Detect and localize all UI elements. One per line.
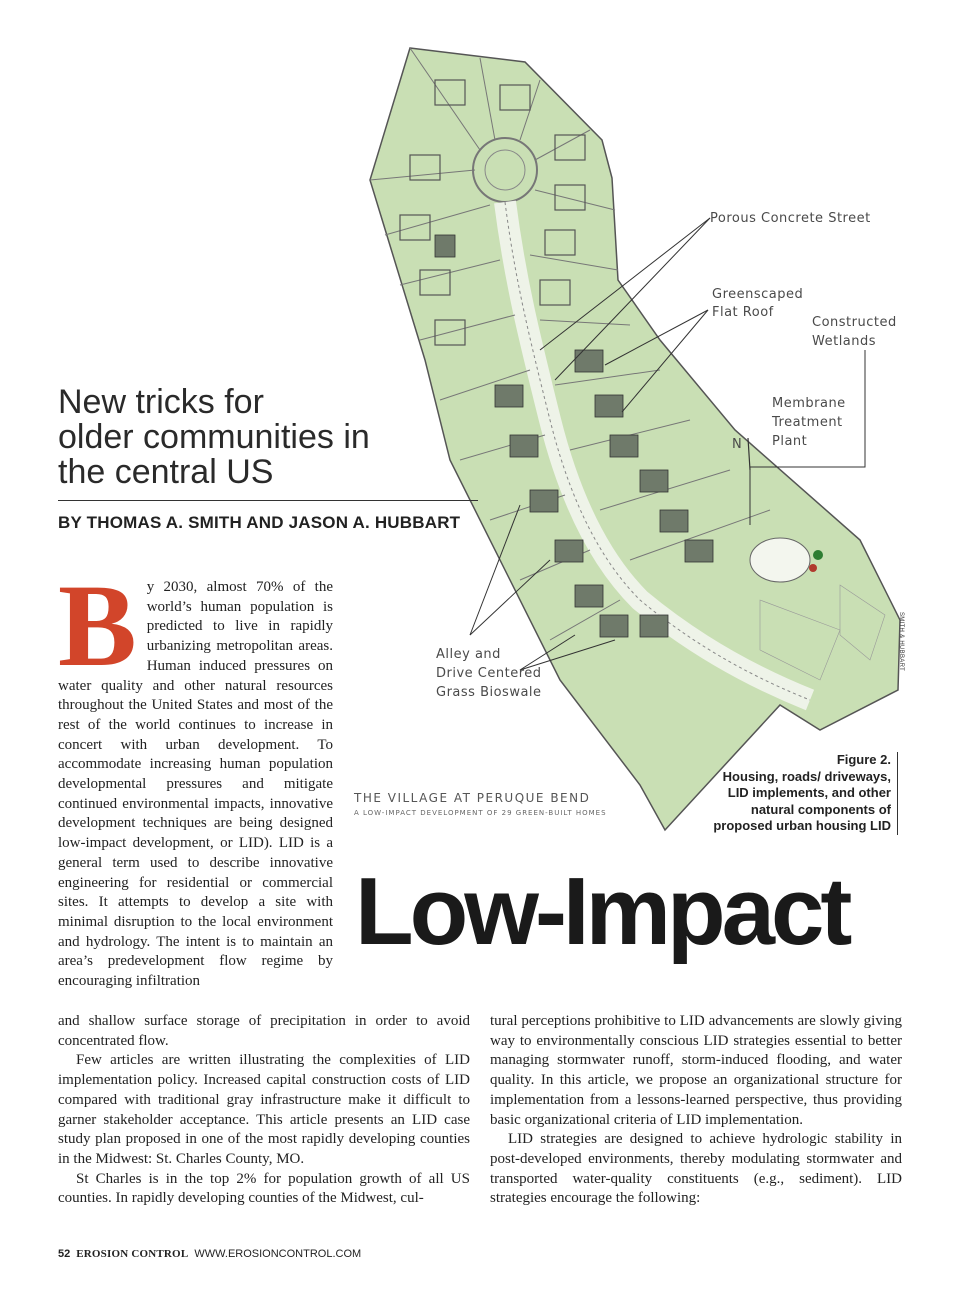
figure-caption-label: Figure 2. [836, 752, 891, 767]
photo-credit: SMITH & HUBBART [898, 612, 904, 672]
section-kicker: Low-Impact [355, 858, 849, 965]
article-headline: New tricks for older communities in the central US [58, 383, 370, 491]
north-mark: N [732, 437, 743, 452]
label-bioswale-1: Alley and [436, 647, 501, 662]
label-bioswale-2: Drive Centered [436, 666, 542, 681]
magazine-name: EROSION CONTROL [76, 1248, 189, 1260]
membrane-treatment-plant [809, 564, 817, 572]
paragraph-4: LID strategies are designed to achieve hydrologic stability in post-developed environments, thereby modulating stormwater and transported water-quality constituents (e.g., sediment). LID strategies encourage the following: [490, 1131, 902, 1207]
body-column-intro [58, 560, 333, 992]
paragraph-1: y 2030, almost 70% of the world’s human population is predicted to live in rapidly urbanizing metropolitan areas. Human induced pressures on water quality and other natural resources throughout the United States and most of the rest of the world continues to increase in concert with urban development. To accommodate increasing human population developmental pressures and mitigate continued environmental impacts, innovative development techniques are being designed low-impact development, or LID). LID is a general term used to describe innovative engineering for residential or commercial sites. It attempts to develop a site with minimal disruption to the local environment and hydrology. The intent is to maintain an area’s predevelopment flow regime by encouraging infiltration [58, 579, 333, 990]
label-greenscaped-1: Greenscaped [712, 287, 804, 302]
plan-title: THE VILLAGE AT PERUQUE BEND [354, 791, 591, 805]
figure-caption [701, 752, 898, 835]
label-wetlands-1: Constructed [812, 315, 897, 330]
label-wetlands-2: Wetlands [812, 334, 877, 349]
page-footer [58, 1248, 361, 1260]
label-membrane-3: Plant [772, 434, 808, 449]
site-plan-figure [340, 40, 920, 840]
label-membrane-2: Treatment [772, 415, 843, 430]
paragraph-1-continued: and shallow surface storage of precipitation in order to avoid concentrated flow. [58, 1013, 470, 1049]
constructed-wetlands [750, 538, 810, 582]
paragraph-2: Few articles are written illustrating the complexities of LID implementation policy. Increased capital construction costs of LID compared with traditional gray infrastructure make it difficult to garner stakeholder acceptance. This article presents an LID case study plan proposed in one of the most rapidly developing counties in the Midwest: St. Charles County, MO. [58, 1052, 470, 1167]
label-greenscaped-2: Flat Roof [712, 305, 774, 320]
paragraph-3: St Charles is in the top 2% for population growth of all US counties. In rapidly developing counties of the Midwest, cul- [58, 1170, 470, 1207]
label-porous-concrete-street: Porous Concrete Street [710, 211, 871, 226]
label-membrane-1: Membrane [772, 396, 846, 411]
drop-cap: B [58, 560, 137, 691]
page-number: 52 [58, 1248, 71, 1260]
label-bioswale-3: Grass Bioswale [436, 685, 542, 700]
paragraph-3-continued: tural perceptions prohibitive to LID advancements are slowly giving way to environmentally conscious LID strategies essential to better managing stormwater runoff, storm-induced flooding, and water quality. In this article, we propose an organizational structure for implementation from a lessons-learned perspective, thus providing basic organizational criteria of LID implementation. [490, 1013, 902, 1128]
headline-divider [58, 500, 478, 501]
magazine-url: WWW.EROSIONCONTROL.COM [194, 1248, 362, 1260]
byline: BY THOMAS A. SMITH AND JASON A. HUBBART [58, 513, 461, 532]
body-column-left [58, 1012, 470, 1209]
figure-caption-text: Housing, roads/ driveways, LID implements, and other natural components of proposed urban housing LID [713, 768, 891, 833]
body-column-right [490, 1012, 902, 1209]
plan-subtitle: A LOW-IMPACT DEVELOPMENT OF 29 GREEN-BUILT HOMES [354, 809, 607, 817]
